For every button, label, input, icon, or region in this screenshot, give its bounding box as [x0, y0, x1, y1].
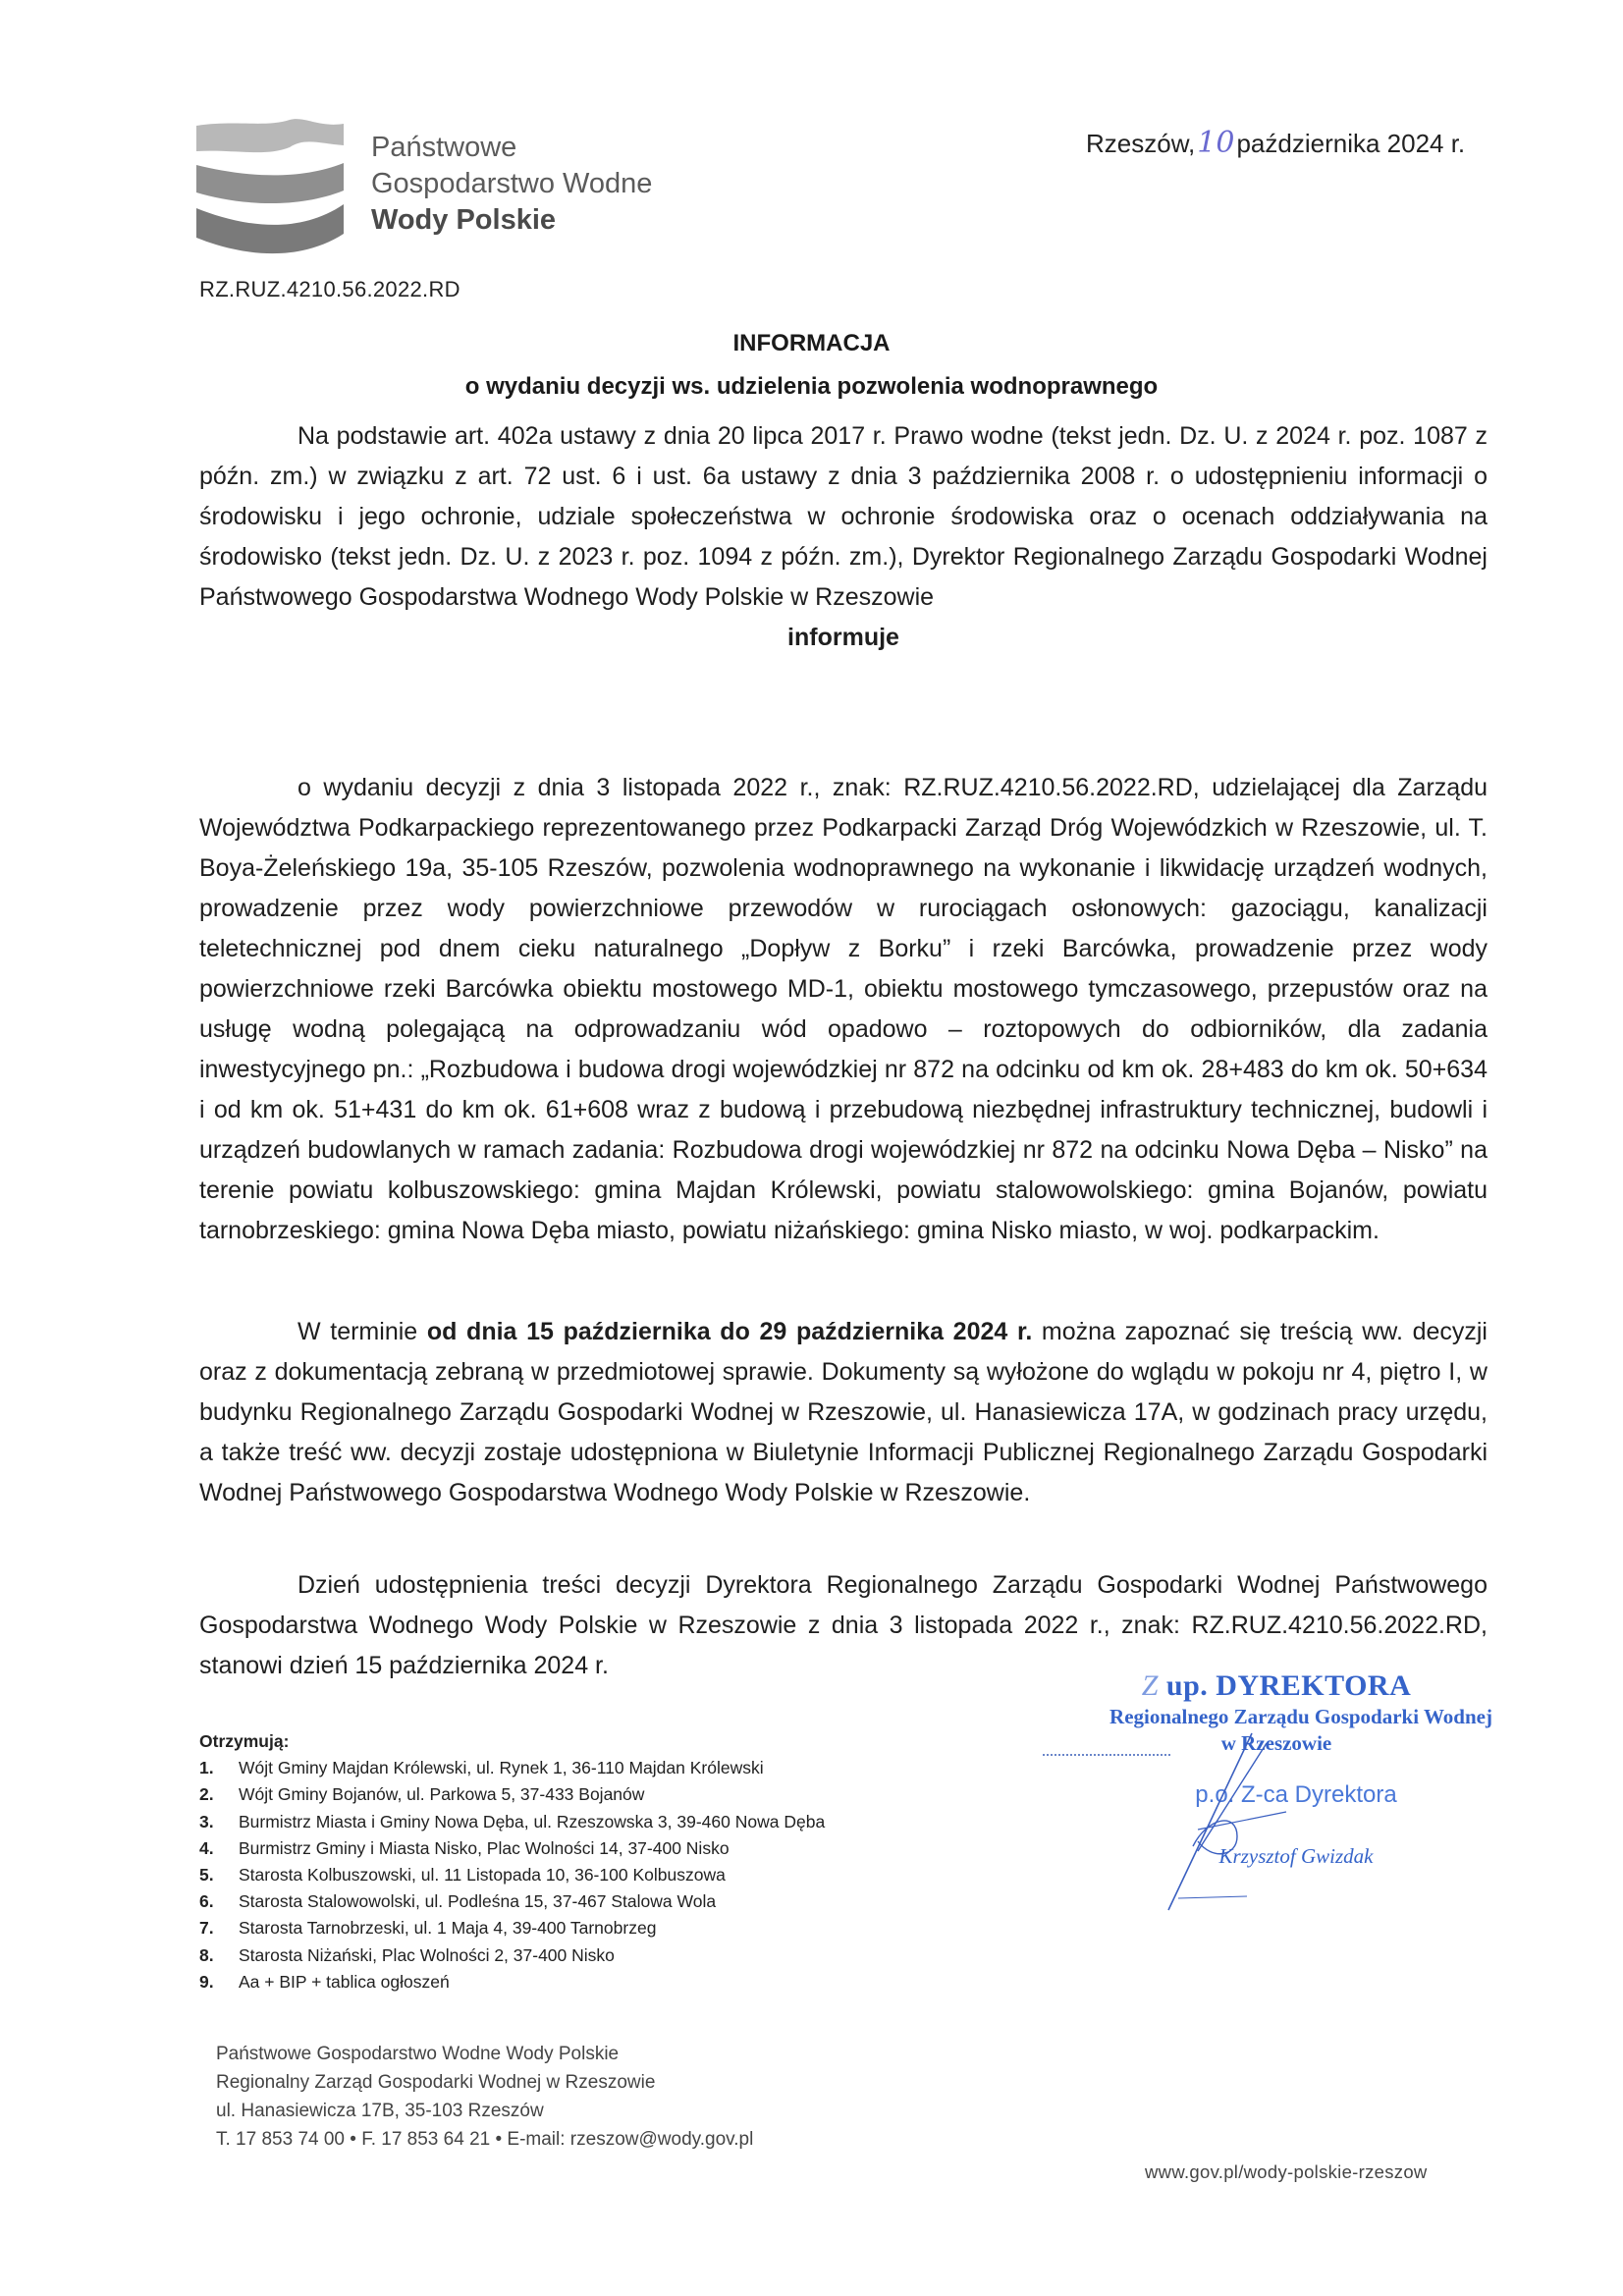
item-number: 2.: [199, 1784, 214, 1805]
list-item: [199, 1809, 825, 1835]
body-section-publication-date: [199, 1565, 1488, 1686]
inspection-prefix: W terminie: [298, 1318, 427, 1345]
list-item: [199, 1862, 825, 1888]
stamp-signatory: Krzysztof Gwizdak: [1218, 1844, 1374, 1868]
list-item: [199, 1888, 825, 1915]
dateline: [1086, 126, 1465, 160]
recipients-heading: Otrzymują:: [199, 1731, 290, 1751]
dateline-month-year: października 2024 r.: [1236, 129, 1466, 158]
wave-bands-logo-icon: [196, 118, 344, 255]
footer-contact: [216, 2040, 753, 2154]
stamp-line-2: Regionalnego Zarządu Gospodarki Wodnej: [1109, 1705, 1492, 1728]
item-text: Starosta Stalowowolski, ul. Podleśna 15, 37-467 Stalowa Wola: [239, 1891, 717, 1912]
logo-line-1: Państwowe: [371, 132, 517, 163]
footer-org: Państwowe Gospodarstwo Wodne Wody Polskie: [216, 2044, 620, 2064]
item-text: Burmistrz Gminy i Miasta Nisko, Plac Wolności 14, 37-400 Nisko: [239, 1837, 730, 1858]
item-text: Burmistrz Miasta i Gminy Nowa Dęba, ul. Rzeszowska 3, 39-460 Nowa Dęba: [239, 1811, 826, 1831]
paragraph-legal-basis: Na podstawie art. 402a ustawy z dnia 20 lipca 2017 r. Prawo wodne (tekst jedn. Dz. U. z 2024 r. poz. 1087 z późn. zm.) w związku z art. 72 ust. 6 i ust. 6a ustawy z dnia 3 października 2008 r. o udostępnieniu informacji o środowisku i jego ochronie, udziale społeczeństwa w ochronie środowiska oraz o ocenach oddziaływania na środowisko (tekst jedn. Dz. U. z 2023 r. poz. 1094 z późn. zm.), Dyrektor Regionalnego Zarządu Gospodarki Wodnej Państwowego Gospodarstwa Wodnego Wody Polskie w Rzeszowie: [199, 422, 1488, 611]
handwritten-day: 10: [1197, 126, 1235, 160]
item-text: Wójt Gminy Majdan Królewski, ul. Rynek 1, 36-110 Majdan Królewski: [239, 1758, 764, 1778]
item-number: 4.: [199, 1837, 214, 1858]
list-item: [199, 1835, 825, 1862]
body-section-inspection: [199, 1312, 1488, 1513]
item-number: 8.: [199, 1944, 214, 1965]
list-item: [199, 1915, 825, 1941]
item-number: 7.: [199, 1918, 214, 1939]
reference-number: RZ.RUZ.4210.56.2022.RD: [199, 277, 460, 301]
dateline-place: Rzeszów,: [1086, 129, 1196, 158]
stamp-title: up. DYREKTORA: [1165, 1669, 1412, 1702]
footer-phone-email: T. 17 853 74 00 • F. 17 853 64 21 • E-mail: rzeszow@wody.gov.pl: [216, 2129, 754, 2150]
item-text: Aa + BIP + tablica ogłoszeń: [239, 1971, 450, 1992]
item-number: 3.: [199, 1811, 214, 1831]
wody-polskie-logo: [196, 118, 746, 255]
official-stamp: [1031, 1669, 1522, 1869]
item-number: 9.: [199, 1971, 214, 1992]
item-number: 6.: [199, 1891, 214, 1912]
logo-line-3: Wody Polskie: [371, 204, 557, 236]
list-item: [199, 1781, 825, 1808]
stamp-line-1: [1031, 1669, 1522, 1703]
item-text: Wójt Gminy Bojanów, ul. Parkowa 5, 37-433 Bojanów: [239, 1784, 645, 1805]
informs-heading: informuje: [787, 624, 899, 651]
list-item: [199, 1755, 825, 1781]
document-title: INFORMACJA: [732, 330, 891, 356]
paragraph-publication-date: Dzień udostępnienia treści decyzji Dyrektora Regionalnego Zarządu Gospodarki Wodnej Państwowego Gospodarstwa Wodnego Wody Polskie w Rzeszowie z dnia 3 listopada 2022 r., znak: RZ.RUZ.4210.56.2022.RD, stanowi dzień 15 października 2024 r.: [199, 1571, 1488, 1679]
paragraph-inspection: [199, 1312, 1488, 1513]
logo-wordmark: [371, 130, 652, 239]
inspection-rest: można zapoznać się treścią ww. decyzji oraz z dokumentacją zebraną w przedmiotowej sprawie. Dokumenty są wyłożone do wglądu w pokoju nr 4, piętro I, w budynku Regionalnego Zarządu Gospodarki Wodnej w Rzeszowie, ul. Hanasiewicza 17A, w godzinach pracy urzędu, a także treść ww. decyzji zostaje udostępniona w Biuletynie Informacji Publicznej Regionalnego Zarządu Gospodarki Wodnej Państwowego Gospodarstwa Wodnego Wody Polskie w Rzeszowie.: [199, 1318, 1488, 1506]
document-subtitle: o wydaniu decyzji ws. udzielenia pozwolenia wodnoprawnego: [464, 373, 1159, 400]
footer-unit: Regionalny Zarząd Gospodarki Wodnej w Rzeszowie: [216, 2072, 656, 2093]
paragraph-decision: o wydaniu decyzji z dnia 3 listopada 2022 r., znak: RZ.RUZ.4210.56.2022.RD, udzielającej dla Zarządu Województwa Podkarpackiego reprezentowanego przez Podkarpacki Zarząd Dróg Wojewódzkich w Rzeszowie, ul. T. Boya-Żeleńskiego 19a, 35-105 Rzeszów, pozwolenia wodnoprawnego na wykonanie i likwidację urządzeń wodnych, prowadzenie przez wody powierzchniowe przewodów w rurociągach osłonowych: gazociągu, kanalizacji teletechnicznej pod dnem cieku naturalnego „Dopływ z Borku” i rzeki Barcówka, prowadzenie przez wody powierzchniowe rzeki Barcówka obiektu mostowego MD-1, obiektu mostowego tymczasowego, przepustów oraz na usługę wodną polegającą na odprowadzaniu wód opadowo – roztopowych do odbiorników, dla zadania inwestycyjnego pn.: „Rozbudowa i budowa drogi wojewódzkiej nr 872 na odcinku od km ok. 28+483 do km ok. 50+634 i od km ok. 51+431 do km ok. 61+608 wraz z budową i przebudową niezbędnej infrastruktury technicznej, budowli i urządzeń budowlanych w ramach zadania: Rozbudowa drogi wojewódzkiej nr 872 na odcinku Nowa Dęba – Nisko” na terenie powiatu kolbuszowskiego: gmina Majdan Królewski, powiatu stalowowolskiego: gmina Bojanów, powiatu tarnobrzeskiego: gmina Nowa Dęba miasto, powiatu niżańskiego: gmina Nisko miasto, w woj. podkarpackim.: [199, 774, 1488, 1244]
item-text: Starosta Niżański, Plac Wolności 2, 37-400 Nisko: [239, 1944, 615, 1965]
list-item: [199, 1942, 825, 1969]
recipients-list: [199, 1728, 825, 1995]
footer-address: ul. Hanasiewicza 17B, 35-103 Rzeszów: [216, 2101, 544, 2121]
item-text: Starosta Tarnobrzeski, ul. 1 Maja 4, 39-400 Tarnobrzeg: [239, 1918, 657, 1939]
stamp-line-3: w Rzeszowie: [1220, 1731, 1332, 1755]
stamp-position: p.o. Z-ca Dyrektora: [1195, 1781, 1397, 1808]
body-section-decision: [199, 768, 1488, 1251]
inspection-period: od dnia 15 października do 29 października 2024 r.: [426, 1318, 1033, 1345]
footer-website-link[interactable]: www.gov.pl/wody-polskie-rzeszow: [1145, 2161, 1428, 2182]
stamp-dotted-line: [1043, 1754, 1170, 1756]
item-text: Starosta Kolbuszowski, ul. 11 Listopada 10, 36-100 Kolbuszowa: [239, 1865, 726, 1886]
logo-line-2: Gospodarstwo Wodne: [371, 168, 653, 199]
item-number: 5.: [199, 1865, 214, 1886]
stamp-prefix: Z: [1141, 1669, 1159, 1702]
body-section-legal-basis: [199, 416, 1488, 658]
item-number: 1.: [199, 1758, 214, 1778]
list-item: [199, 1969, 825, 1995]
